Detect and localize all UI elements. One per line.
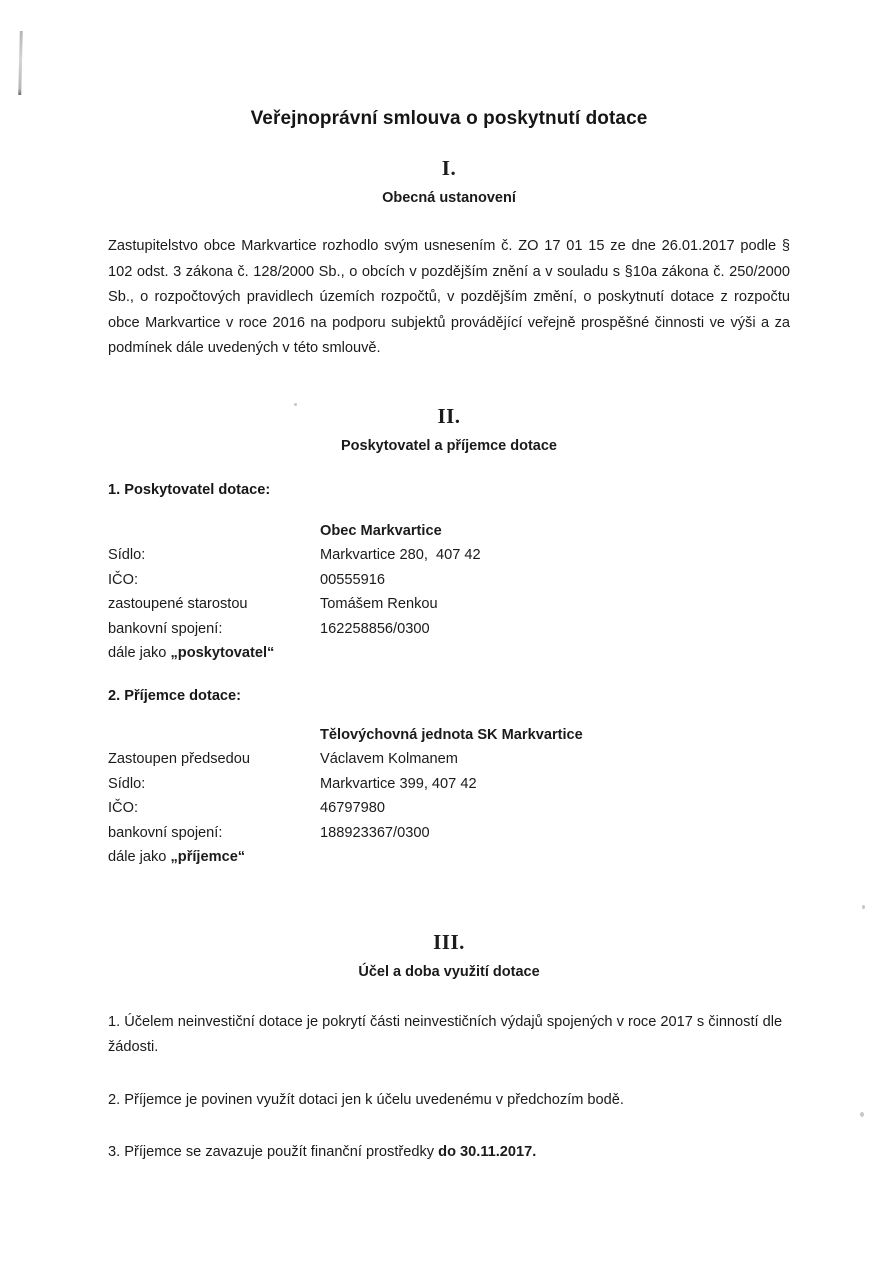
- recipient-heading: 2. Příjemce dotace:: [108, 687, 242, 704]
- section-three-numeral: III.: [433, 929, 465, 954]
- section-one-paragraph: Zastupitelstvo obce Markvartice rozhodlo svým usnesením č. ZO 17 01 15 ze dne 26.01.2017 podle § 102 odst. 3 zákona č. 128/2000 Sb., o obcích v pozdějším znění a v souladu s §10a zákona č. 250/2000 Sb., o rozpočtových pravidlech územích rozpočtů, v pozdějším změní, o poskytnutí dotace z rozpočtu obce Markvartice v roce 2016 na podporu subjektů provádějící veřejně prospěšné činnosti ve výši a za podmínek dále uvedených v této smlouvě.: [108, 238, 790, 356]
- table-row: [108, 519, 740, 544]
- recipient-row-value: 46797980: [320, 800, 385, 816]
- section-three-subtitle: Účel a doba využití dotace: [358, 963, 540, 980]
- provider-heading: 1. Poskytovatel dotace:: [108, 481, 271, 498]
- table-row: [108, 641, 740, 666]
- section-three-item-2: 2. Příjemce je povinen využít dotaci jen k účelu uvedenému v předchozím bodě.: [108, 1091, 624, 1108]
- table-row: [108, 723, 740, 748]
- provider-alias: [108, 641, 740, 666]
- section-two-subtitle: Poskytovatel a příjemce dotace: [341, 437, 557, 454]
- section-three-deadline: do 30.11.2017.: [438, 1144, 537, 1160]
- provider-row-value: Markvartice 280, 407 42: [320, 547, 481, 563]
- table-row: [108, 772, 740, 797]
- scan-artifact-streak-icon: [18, 31, 23, 95]
- section-three-item-3: [108, 1140, 790, 1166]
- provider-row-label: IČO:: [108, 571, 138, 588]
- table-row: [108, 821, 740, 846]
- scan-artifact-speck-icon: [860, 1112, 864, 1117]
- provider-org-label: [108, 519, 320, 544]
- recipient-row-value: 188923367/0300: [320, 824, 430, 841]
- section-two-numeral: II.: [437, 403, 461, 428]
- provider-alias-prefix: dále jako: [108, 645, 171, 661]
- recipient-org-label: [108, 723, 320, 748]
- recipient-row-label: Sídlo:: [108, 775, 146, 792]
- table-row: [108, 617, 740, 642]
- section-three-item-3-text: 3. Příjemce se zavazuje použít finanční prostředky: [108, 1144, 439, 1160]
- document-body: [108, 0, 790, 1166]
- section-one-subtitle: Obecná ustanovení: [382, 190, 516, 206]
- recipient-alias-prefix: dále jako: [108, 849, 171, 865]
- recipient-alias: [108, 845, 740, 870]
- provider-row-value: Tomášem Renkou: [320, 596, 438, 612]
- recipient-row-label: Zastoupen předsedou: [108, 751, 250, 767]
- recipient-row-value: Václavem Kolmanem: [320, 751, 458, 767]
- table-row: [108, 796, 740, 821]
- provider-row-label: Sídlo:: [108, 547, 146, 563]
- provider-row-value: 162258856/0300: [320, 620, 430, 637]
- provider-row-value: 00555916: [320, 571, 385, 588]
- provider-details-table: [108, 519, 740, 666]
- recipient-row-value: Markvartice 399, 407 42: [320, 775, 477, 792]
- section-one-numeral: I.: [441, 156, 457, 180]
- table-row: [108, 543, 740, 568]
- section-three-item-1: 1. Účelem neinvestiční dotace je pokrytí části neinvestičních výdajů spojených v roce 2017 s činností dle žádosti.: [108, 1013, 783, 1055]
- table-row: [108, 568, 740, 593]
- table-row: [108, 747, 740, 772]
- recipient-details-table: [108, 723, 740, 870]
- provider-org-name: Obec Markvartice: [320, 522, 442, 539]
- recipient-alias-term: „příjemce“: [170, 849, 246, 865]
- page-title: Veřejnoprávní smlouva o poskytnutí dotace: [250, 108, 648, 129]
- table-row: [108, 592, 740, 617]
- recipient-row-label: IČO:: [108, 800, 138, 816]
- provider-alias-term: „poskytovatel“: [170, 645, 275, 661]
- table-row: [108, 845, 740, 870]
- recipient-org-name: Tělovýchovná jednota SK Markvartice: [320, 726, 583, 743]
- provider-row-label: bankovní spojení:: [108, 620, 223, 637]
- recipient-row-label: bankovní spojení:: [108, 824, 223, 841]
- provider-row-label: zastoupené starostou: [108, 596, 248, 612]
- scan-artifact-speck-icon: [862, 905, 865, 909]
